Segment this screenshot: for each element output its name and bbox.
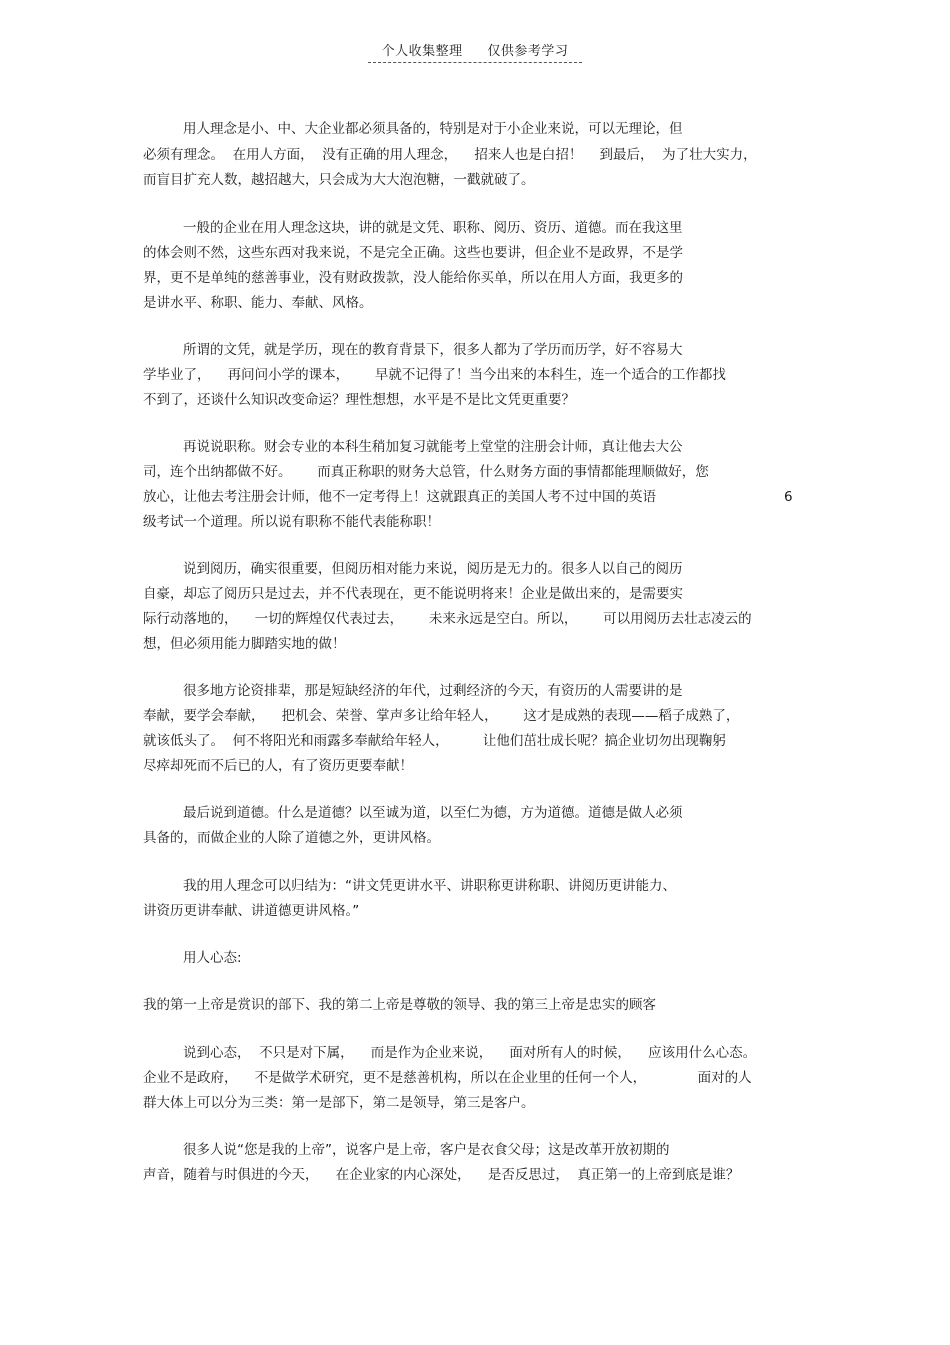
- text-line-content: 说到心态， 不只是对下属， 而是作为企业来说， 面对所有人的时候， 应该用什么心态。: [183, 1045, 757, 1061]
- text-line-content: 尽瘁却死而不后已的人，有了资历更要奉献！: [143, 758, 413, 774]
- text-line-content: 用人理念是小、中、大企业都必须具备的，特别是对于小企业来说，可以无理论，但: [183, 121, 683, 137]
- text-line-content: 我的第一上帝是赏识的部下、我的第二上帝是尊敬的领导、我的第三上帝是忠实的顾客: [143, 997, 656, 1013]
- text-line-content: 具备的，而做企业的人除了道德之外，更讲风格。: [143, 830, 440, 846]
- text-line-content: 界，更不是单纯的慈善事业，没有财政拨款，没人能给你买单，所以在用人方面，我更多的: [143, 270, 683, 286]
- text-line-content: 所谓的文凭，就是学历，现在的教育背景下，很多人都为了学历而历学，好不容易大: [183, 342, 683, 358]
- text-line-content: 就该低头了。 何不将阳光和雨露多奉献给年轻人， 让他们茁壮成长呢？搞企业切勿出现鞠躬: [143, 733, 726, 749]
- header-underline: [368, 40, 583, 63]
- text-line-content: 讲资历更讲奉献、讲道德更讲风格。”: [143, 903, 360, 919]
- text-line-content: 必须有理念。 在用人方面， 没有正确的用人理念， 招来人也是白招！ 到最后， 为了壮大实力，: [143, 147, 757, 163]
- text-line-content: 最后说到道德。什么是道德？以至诚为道，以至仁为德，方为道德。道德是做人必须: [183, 805, 683, 821]
- text-line-content: 再说说职称。财会专业的本科生稍加复习就能考上堂堂的注册会计师，真让他去大公: [183, 439, 683, 455]
- text-line-content: 是讲水平、称职、能力、奉献、风格。: [143, 295, 373, 311]
- text-line-content: 用人心态:: [183, 950, 242, 966]
- text-line-content: 自豪，却忘了阅历只是过去，并不代表现在，更不能说明将来！企业是做出来的，是需要实: [143, 586, 683, 602]
- text-line-content: 司，连个出纳都做不好。 而真正称职的财务大总管，什么财务方面的事情都能理顺做好，您: [143, 464, 709, 480]
- text-line-content: 不到了，还谈什么知识改变命运？理性想想，水平是不是比文凭更重要？: [143, 392, 575, 408]
- header-left-text: 个人收集整理: [381, 44, 463, 59]
- text-line-content: 放心，让他去考注册会计师，他不一定考得上！这就跟真正的美国人考不过中国的英语: [143, 489, 656, 505]
- header-right-text: 仅供参考学习: [487, 44, 569, 59]
- text-line-content: 而盲目扩充人数，越招越大，只会成为大大泡泡糖，一戳就破了。: [143, 172, 535, 188]
- text-line-content: 声音，随着与时俱进的今天， 在企业家的内心深处， 是否反思过， 真正第一的上帝到底是谁？: [143, 1167, 740, 1183]
- text-line-content: 很多地方论资排辈，那是短缺经济的年代，过剩经济的今天，有资历的人需要讲的是: [183, 683, 683, 699]
- text-line-content: 的体会则不然，这些东西对我来说，不是完全正确。这些也要讲，但企业不是政界，不是学: [143, 245, 683, 261]
- text-line-content: 学毕业了， 再问问小学的课本， 早就不记得了！当今出来的本科生，连一个适合的工作都找: [143, 367, 726, 383]
- page-header: [0, 40, 950, 63]
- text-line-content: 企业不是政府， 不是做学术研究，更不是慈善机构，所以在企业里的任何一个人， 面对的人: [143, 1070, 752, 1086]
- text-line-content: 说到阅历，确实很重要，但阅历相对能力来说，阅历是无力的。很多人以自己的阅历: [183, 561, 683, 577]
- text-line-content: 级考试一个道理。所以说有职称不能代表能称职！: [143, 514, 440, 530]
- page-number: 6: [784, 489, 793, 505]
- text-line-content: 我的用人理念可以归结为：“讲文凭更讲水平、讲职称更讲称职、讲阅历更讲能力、: [183, 878, 676, 894]
- text-line-content: 一般的企业在用人理念这块，讲的就是文凭、职称、阅历、资历、道德。而在我这里: [183, 220, 683, 236]
- text-line-content: 群大体上可以分为三类：第一是部下，第二是领导，第三是客户。: [143, 1095, 535, 1111]
- text-line-content: 想，但必须用能力脚踏实地的做！: [143, 636, 346, 652]
- text-line-content: 际行动落地的， 一切的辉煌仅代表过去， 未来永远是空白。所以， 可以用阅历去壮志凌云的: [143, 611, 752, 627]
- text-line-content: 很多人说“您是我的上帝”，说客户是上帝，客户是衣食父母；这是改革开放初期的: [183, 1142, 670, 1158]
- text-line-content: 奉献，要学会奉献， 把机会、荣誉、掌声多让给年轻人， 这才是成熟的表现——稻子成熟了，: [143, 708, 740, 724]
